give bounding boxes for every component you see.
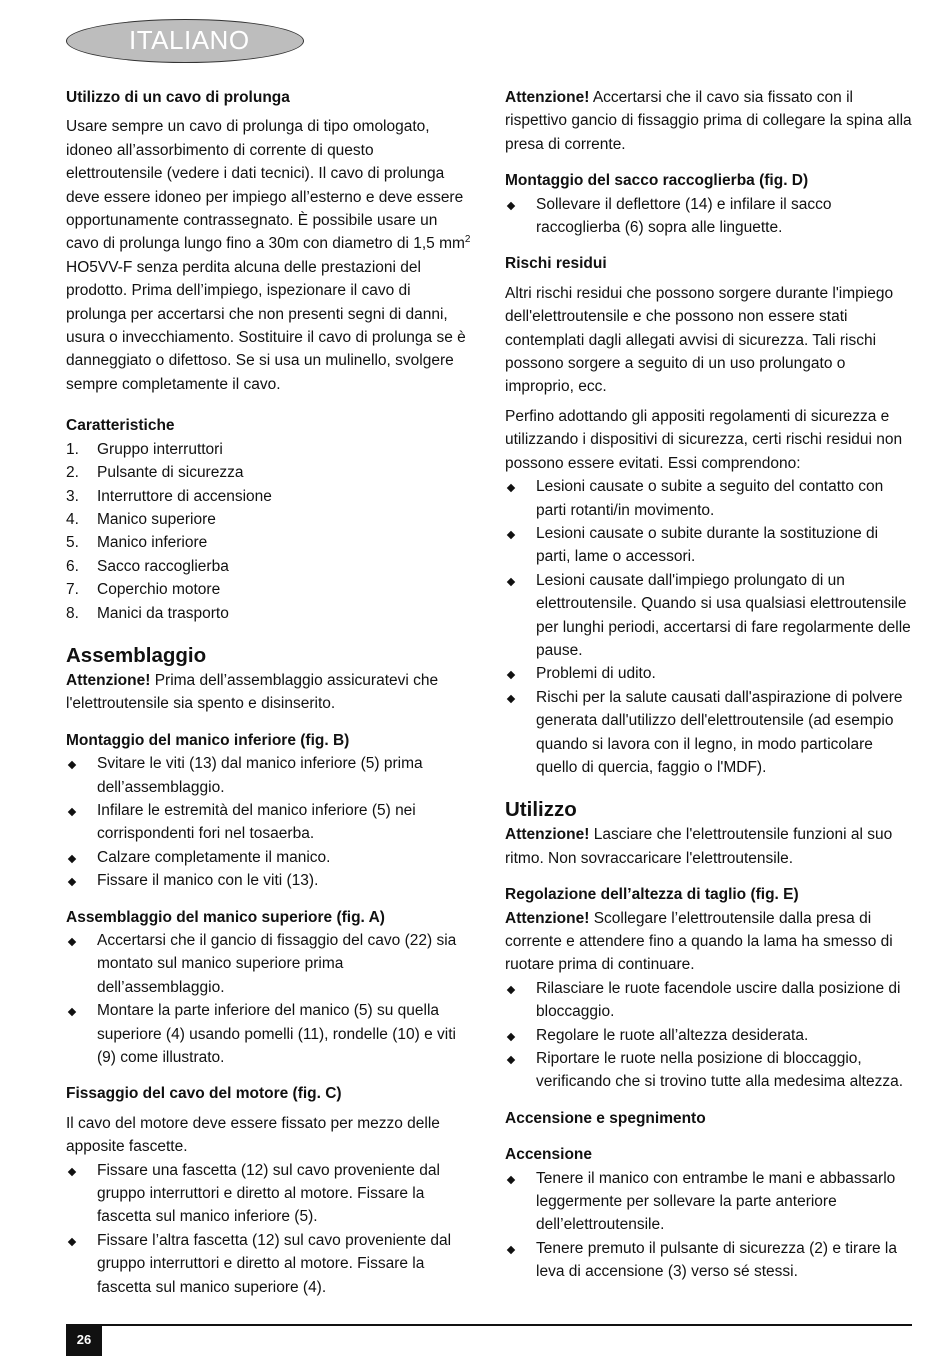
residual-text-1: Altri rischi residui che possono sorgere durante l'impiego dell'elettroutensile e che possono non essere stati contemplati dagli allegati avvisi di sicurezza. Tali rischi possono sorgere a seguito di un uso prolungato o improprio, ecc.: [505, 284, 894, 396]
height-heading: Regolazione dell’altezza di taglio (fig. E): [505, 886, 799, 904]
bullet-icon: [507, 1056, 515, 1064]
extension-text: Usare sempre un cavo di prolunga di tipo omologato, idoneo all’assorbimento di corrente di questo elettroutensile (vedere i dati tecnici). Il cavo di prolunga deve essere idoneo per impiego all’esterno e deve essere opportunamente contrassegnato. È possibile usare un cavo di prolunga lungo fino a 30m con diametro di 1,5 $mm^2$ HO5VV-F senza perdita alcuna delle prestazioni del prodotto. Prima dell’impiego, ispezionare il cavo di prolunga per accertarsi che non presenti segni di danni, usura o invecchiamento. Sostituire il cavo di prolunga se è danneggiato o difettoso. Se si usa un mulinello, svolgere sempre completamente il cavo.: [66, 118, 471, 393]
list-item: Accertarsi che il gancio di fissaggio del cavo (22) sia montato sul manico superiore prima dell’assemblaggio.: [66, 929, 474, 999]
bullet-icon: [68, 1238, 76, 1246]
list-item: 6. Sacco raccoglierba: [66, 557, 229, 575]
list-item: Lesioni causate o subite durante la sostituzione di parti, lame o accessori.: [505, 522, 915, 569]
use-warning: Attenzione! Lasciare che l'elettroutensile funzioni al suo ritmo. Non sovraccaricare l'elettroutensile.: [505, 826, 893, 867]
grass-bag-steps: [505, 193, 915, 240]
switch-on-heading: Accensione: [505, 1146, 593, 1164]
list-item: Rilasciare le ruote facendole uscire dalla posizione di bloccaggio.: [505, 977, 915, 1024]
height-warning: Attenzione! Scollegare l’elettroutensile dalla presa di corrente e attendere fino a quando la lama ha smesso di ruotare prima di continuare.: [505, 909, 893, 974]
list-item: Tenere premuto il pulsante di sicurezza (2) e tirare la leva di accensione (3) verso sé stessi.: [505, 1237, 915, 1284]
language-tab: [66, 19, 304, 63]
list-item: Regolare le ruote all’altezza desiderata.: [505, 1024, 915, 1047]
bullet-icon: [507, 484, 515, 492]
motor-cable-heading: Fissaggio del cavo del motore (fig. C): [66, 1085, 342, 1103]
list-item: Fissare l’altra fascetta (12) sul cavo proveniente dal gruppo interruttori e diretto al motore. Fissare la fascetta sul manico superiore (4).: [66, 1229, 474, 1299]
residual-heading: Rischi residui: [505, 255, 607, 273]
bullet-icon: [68, 808, 76, 816]
bullet-icon: [68, 761, 76, 769]
motor-cable-steps: [66, 1159, 474, 1299]
bullet-icon: [507, 577, 515, 585]
language-label: ITALIANO: [129, 25, 250, 55]
assembly-heading: Assemblaggio: [66, 643, 207, 667]
list-item: Fissare una fascetta (12) sul cavo proveniente dal gruppo interruttori e diretto al motore. Fissare la fascetta sul manico inferiore (5).: [66, 1159, 474, 1229]
list-item: Svitare le viti (13) dal manico inferiore (5) prima dell’assemblaggio.: [66, 752, 474, 799]
bullet-icon: [507, 671, 515, 679]
onoff-heading: Accensione e spegnimento: [505, 1109, 706, 1127]
lower-handle-heading: Montaggio del manico inferiore (fig. B): [66, 731, 350, 749]
list-item: 1. Gruppo interruttori: [66, 440, 223, 458]
bullet-icon: [68, 878, 76, 886]
bullet-icon: [507, 695, 515, 703]
list-item: 8. Manici da trasporto: [66, 604, 229, 622]
list-item: 7. Coperchio motore: [66, 581, 221, 599]
list-item: Riportare le ruote nella posizione di bloccaggio, verificando che si trovino tutte alla medesima altezza.: [505, 1047, 915, 1094]
list-item: 2. Pulsante di sicurezza: [66, 464, 244, 482]
bullet-icon: [68, 938, 76, 946]
height-steps: [505, 977, 915, 1094]
bullet-icon: [68, 1008, 76, 1016]
residual-risks-list: [505, 475, 915, 779]
extension-heading: Utilizzo di un cavo di prolunga: [66, 89, 290, 106]
lower-handle-steps: [66, 752, 474, 892]
left-column: [66, 86, 474, 1299]
list-item: Lesioni causate o subite a seguito del contatto con parti rotanti/in movimento.: [505, 475, 915, 522]
list-item: 4. Manico superiore: [66, 510, 216, 528]
list-item: 3. Interruttore di accensione: [66, 487, 272, 505]
switch-on-steps: [505, 1167, 915, 1284]
bullet-icon: [507, 1175, 515, 1183]
upper-handle-steps: [66, 929, 474, 1069]
list-item: 5. Manico inferiore: [66, 534, 208, 552]
use-heading: Utilizzo: [505, 798, 577, 822]
footer-rule: [66, 1324, 912, 1326]
bullet-icon: [507, 986, 515, 994]
residual-text-2: Perfino adottando gli appositi regolamenti di sicurezza e utilizzando i dispositivi di sicurezza, certi rischi residui non possono essere evitati. Essi comprendono:: [505, 407, 903, 472]
list-item: Fissare il manico con le viti (13).: [66, 869, 474, 892]
list-item: Infilare le estremità del manico inferiore (5) nei corrispondenti fori nel tosaerba.: [66, 799, 474, 846]
right-column: [505, 86, 915, 1284]
motor-cable-text: Il cavo del motore deve essere fissato per mezzo delle apposite fascette.: [66, 1114, 440, 1156]
features-heading: Caratteristiche: [66, 417, 175, 435]
list-item: Problemi di udito.: [505, 662, 915, 685]
list-item: Sollevare il deflettore (14) e infilare il sacco raccoglierba (6) sopra alle linguette.: [505, 193, 915, 240]
grass-bag-heading: Montaggio del sacco raccoglierba (fig. D): [505, 172, 809, 190]
bullet-icon: [507, 1032, 515, 1040]
assembly-warning: Attenzione! Prima dell’assemblaggio assicuratevi che l'elettroutensile sia spento e disinserito.: [66, 671, 439, 713]
features-list: [66, 438, 474, 625]
bullet-icon: [507, 1246, 515, 1254]
list-item: Rischi per la salute causati dall'aspirazione di polvere generata dall'utilizzo dell'elettroutensile (ad esempio quando si lavora con il legno, in modo particolare quello di quercia, faggio o l'MDF).: [505, 686, 915, 780]
list-item: Tenere il manico con entrambe le mani e abbassarlo leggermente per sollevare la parte anteriore dell’elettroutensile.: [505, 1167, 915, 1237]
page-number: 26: [66, 1324, 102, 1356]
list-item: Lesioni causate dall'impiego prolungato di un elettroutensile. Quando si usa qualsiasi elettroutensile per lunghi periodi, accertarsi di fare regolarmente delle pause.: [505, 569, 915, 663]
bullet-icon: [507, 201, 515, 209]
upper-handle-heading: Assemblaggio del manico superiore (fig. A): [66, 908, 385, 926]
list-item: Calzare completamente il manico.: [66, 846, 474, 869]
list-item: Montare la parte inferiore del manico (5) su quella superiore (4) usando pomelli (11), rondelle (10) e viti (9) come illustrato.: [66, 999, 474, 1069]
cable-warning: Attenzione! Accertarsi che il cavo sia fissato con il rispettivo gancio di fissaggio prima di collegare la spina alla presa di corrente.: [505, 89, 912, 153]
bullet-icon: [68, 1167, 76, 1175]
bullet-icon: [507, 531, 515, 539]
bullet-icon: [68, 855, 76, 863]
